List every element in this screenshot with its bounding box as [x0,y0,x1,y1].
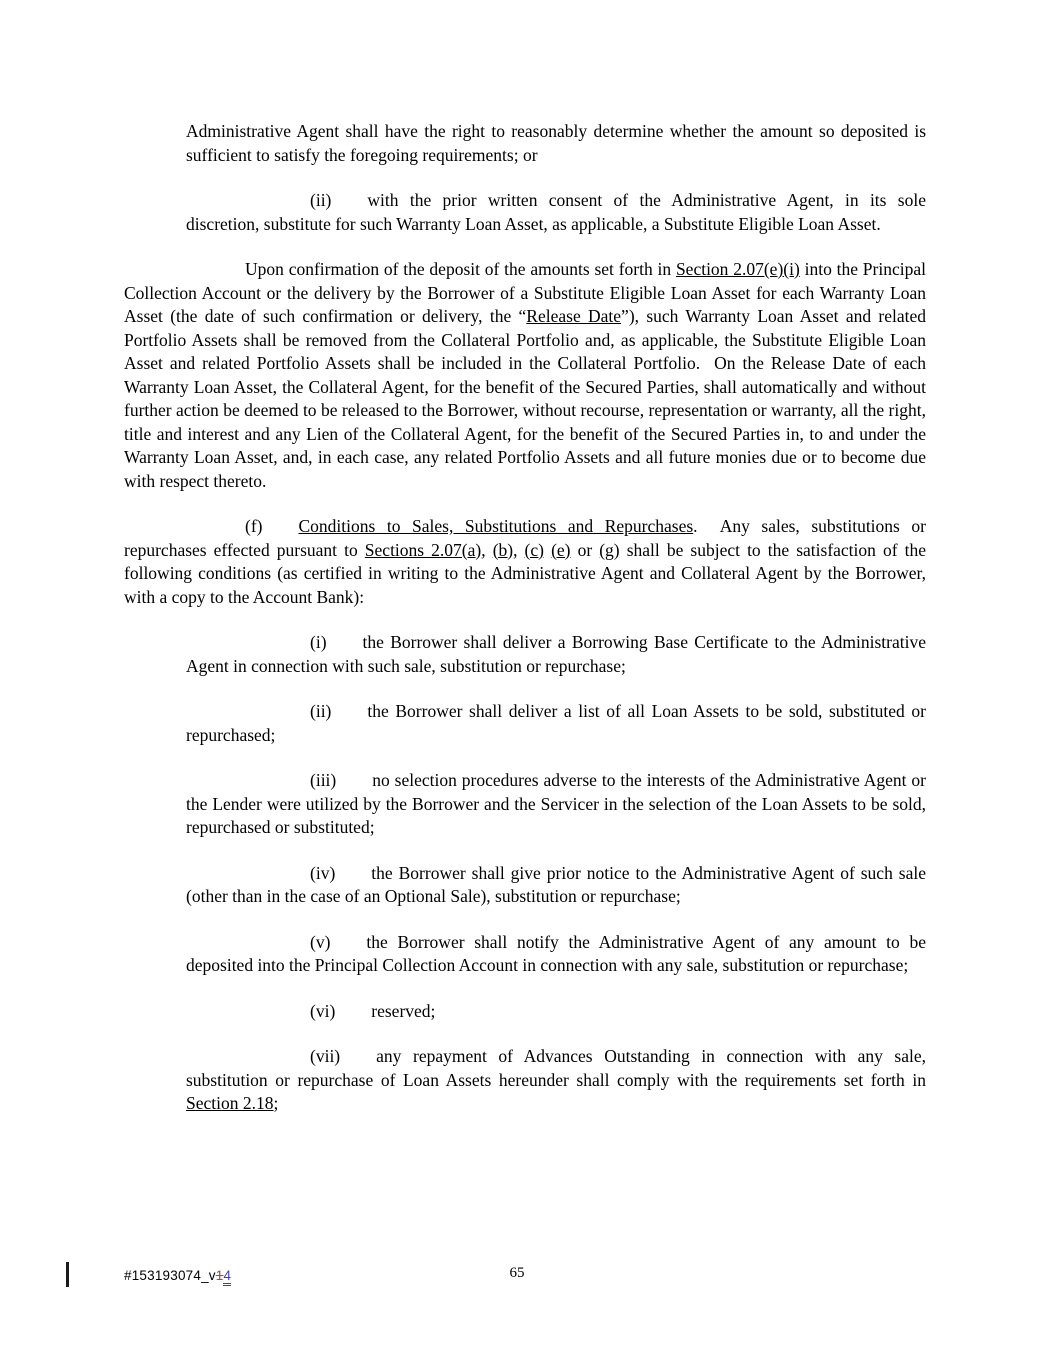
list-marker: (vi) [310,1000,336,1021]
text-run: the Borrower shall give prior notice to the Administrative Agent of such sale (other than in the case of an Optional Sale), substitution or repurchase; [186,862,926,906]
list-marker: (ii) [310,190,332,210]
text-run: reserved; [371,1000,436,1021]
paragraph-iv [186,862,926,909]
text-run: any repayment of Advances Outstanding in connection with any sale, substitution or repurchase of Loan Assets hereunder shall comply with the requirements set forth in [186,1046,926,1090]
document-body [124,120,926,1138]
text-run: , [481,539,493,560]
list-marker: (iii) [310,770,337,790]
list-marker: (vii) [310,1046,341,1066]
text-run: the Borrower shall deliver a Borrowing Base Certificate to the Administrative Agent in connection with such sale, substitution or repurchase; [186,632,926,676]
text-run: Administrative Agent shall have the right to reasonably determine whether the amount so deposited is sufficient to satisfy the foregoing requirements; or [186,121,926,165]
underlined-reference: Section 2.18 [186,1093,274,1113]
text-run: Upon confirmation of the deposit of the amounts set forth in [245,259,676,279]
doc-id-deleted-version: 1 [215,1268,224,1283]
tracked-change-bar [66,1262,69,1287]
text-run: into the Principal Collection Account or the delivery by the Borrower of a Substitute Eligible Loan Asset for each Warranty Loan Asset (the date of such confirmation or delivery, the “ [124,259,926,326]
text-run [544,540,551,560]
underlined-reference: Section 2.07(e)(i) [675,259,800,279]
doc-id-prefix: #153193074_v [124,1268,216,1283]
underlined-reference: Sections 2.07(a) [364,539,482,560]
list-marker: (iv) [310,862,336,883]
page-footer [0,1258,1055,1298]
text-run: , [513,539,525,560]
paragraph [186,120,926,167]
underlined-reference: (b) [492,539,514,560]
paragraph-iii [186,769,926,840]
paragraph-ii [186,189,926,236]
doc-id-inserted-version: 4 [223,1268,231,1286]
underlined-reference: Release Date [526,306,622,326]
text-run: no selection procedures adverse to the interests of the Administrative Agent or the Lender were utilized by the Borrower and the Servicer in the selection of the Loan Assets to be sold, repurchased or substituted; [186,770,926,837]
text-run: shall be subject to the satisfaction of the following conditions (as certified in writing to the Administrative Agent and Collateral Agent by the Borrower, with a copy to the Account Bank): [124,539,927,607]
text-run: ”), such Warranty Loan Asset and related Portfolio Assets shall be removed from the Collateral Portfolio and, as applicable, the Substitute Eligible Loan Asset and related Portfolio Assets shall be included in the Collateral Portfolio. On the Release Date of each Warranty Loan Asset, the Collateral Agent, for the benefit of the Secured Parties, shall automatically and without further action be deemed to be released to the Borrower, without recourse, representation or warranty, all the right, title and interest and any Lien of the Collateral Agent, for the benefit of the Secured Parties in, to and under the Warranty Loan Asset, and, in each case, any related Portfolio Assets and all future monies due or to become due with respect thereto. [124,306,926,491]
underlined-reference: Conditions to Sales, Substitutions and Repurchases [298,516,694,536]
paragraph-f [124,515,926,609]
text-run: the Borrower shall notify the Administrative Agent of any amount to be deposited into the Principal Collection Account in connection with any sale, substitution or repurchase; [186,931,926,975]
text-run: with the prior written consent of the Administrative Agent, in its sole discretion, substitute for such Warranty Loan Asset, as applicable, a Substitute Eligible Loan Asset. [186,190,926,234]
text-run: the Borrower shall deliver a list of all Loan Assets to be sold, substituted or repurchased; [186,701,926,745]
list-marker: (v) [310,931,331,952]
page-number: 65 [509,1265,525,1281]
text-run: or [570,539,600,560]
paragraph-ii [186,700,926,747]
underlined-reference: (c) [524,539,544,560]
paragraph-v [186,931,926,978]
text-run: . Any sales, substitutions or repurchases effected pursuant to [124,516,926,560]
underlined-reference: (g) [599,539,620,560]
underlined-reference: (e) [551,539,571,560]
text-run: ; [273,1093,279,1113]
paragraph [124,258,926,493]
list-marker: (i) [310,632,327,652]
paragraph-i [186,631,926,678]
list-marker: (f) [245,516,263,536]
paragraph-vi [186,1000,926,1024]
paragraph-vii [186,1045,926,1116]
list-marker: (ii) [310,701,332,721]
